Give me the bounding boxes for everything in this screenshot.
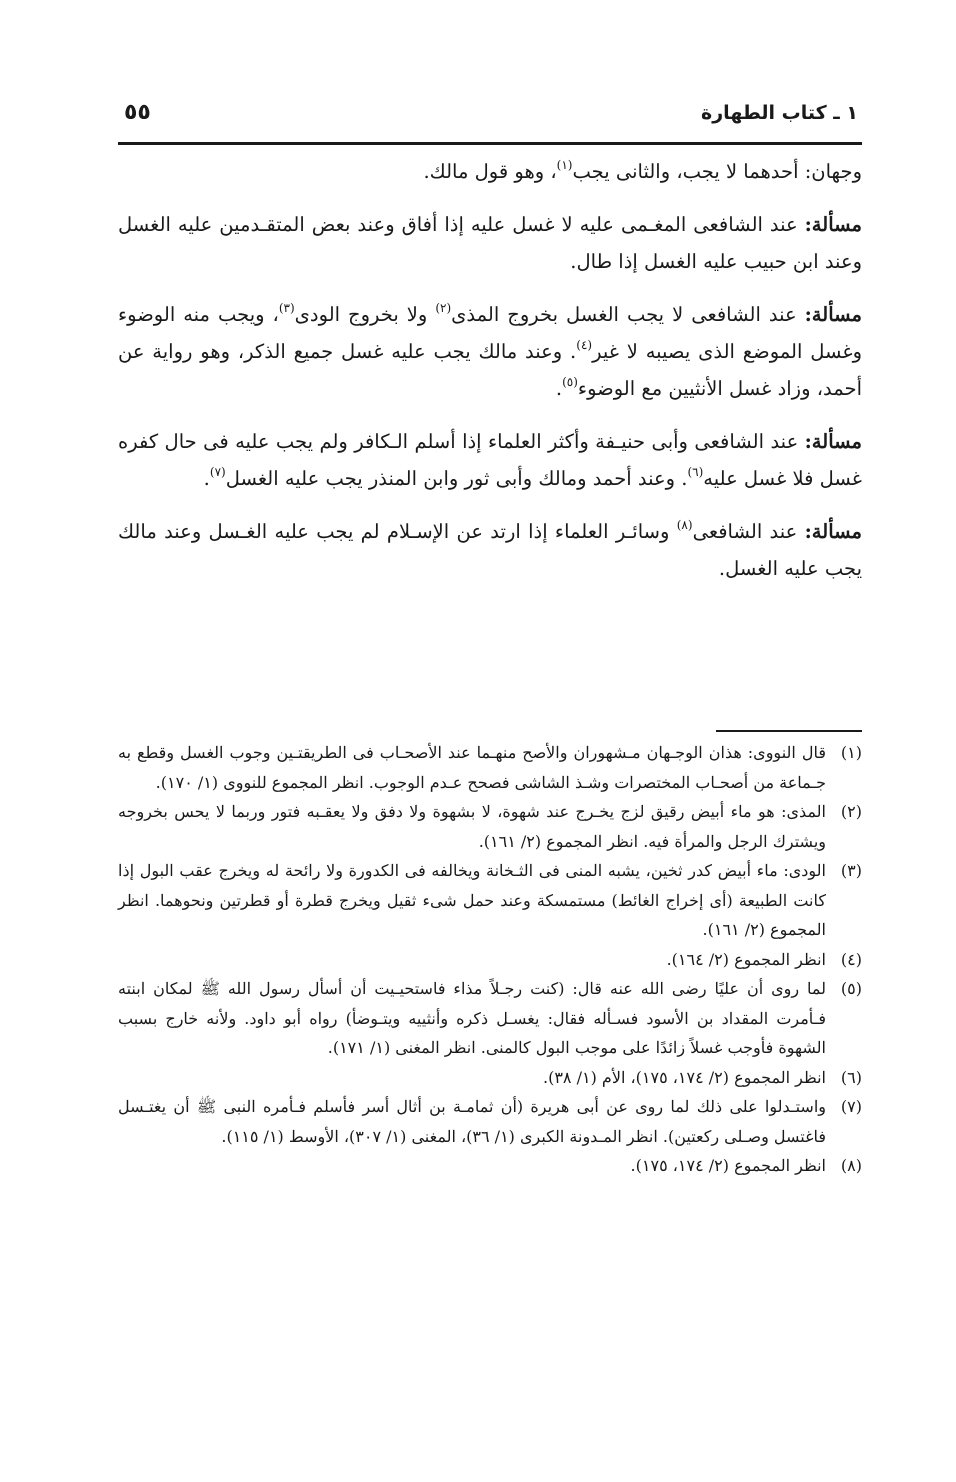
issue-label: مسألة: [804,303,862,326]
footnote-number: (٧) [840,1097,862,1116]
footnote-text: انظر المجموع (٢/ ١٧٤، ١٧٥). [630,1156,826,1175]
footnote-4 [118,945,862,975]
footnote-number: (١) [840,743,862,762]
footnote-ref: (١) [556,158,573,172]
paragraph-text: عند الشافعى لا يجب الغسل بخروج المذى [451,303,805,326]
footnote-ref: (٧) [209,465,226,479]
footnote-text: المذى: هو ماء أبيض رقيق لزج يخـرج عند شهوة، لا بشهوة ولا دفق ولا يعقـبه فتور وربما لا يحس بخروجه ويشترك الرجل والمرأة فيه. انظر المجموع (٢/ ١٦١). [118,802,826,851]
paragraph-text: . [555,377,563,400]
footnote-7 [118,1092,862,1151]
footnote-ref: (٥) [562,375,578,389]
footnotes [118,738,862,1181]
footnote-ref: (٨) [676,518,693,532]
book-page [118,100,863,1175]
footnote-number: (٦) [840,1067,862,1087]
footnote-3 [118,856,862,945]
issue-label: مسألة: [804,430,862,453]
footnote-text: لما روى أن عليًا رضى الله عنه قال: (كنت رجـلاً مذاء فاستحيـيت أن أسأل رسول الله ﷺ لمكان ابنته فـأمرت المقداد بن الأسود فسـأله فقال: يغسـل ذكره وأنثييه ويتـوضأ) رواه أبو داود. ولأنه خارج بسبب الشهوة فأوجب غسلاً زائدًا على موجب البول كالمنى. انظر المغنى (١/ ١٧١). [118,979,826,1057]
issue-label: مسألة: [804,520,862,543]
paragraph-text: . [203,467,210,490]
footnote-2 [118,797,862,856]
paragraph-text: . وعند مالك يجب عليه غسل جميع الذكر، وهو رواية عن أحمد، وزاد غسل الأنثيين مع الوضوء [118,340,862,400]
footnote-text: الودى: ماء أبيض كدر ثخين، يشبه المنى فى الثـخانة ويخالفه فى الكدورة ولا رائحة له ويخرج عقب البول إذا كانت الطبيعة (أى إخراج الغائط) مستمسكة وعند حمل شىء ثقيل ويخرج قطرة أو قطرتين ونحوهما. انظر المجموع (٢/ ١٦١). [118,861,826,939]
footnote-ref: (٦) [687,465,704,479]
footnote-number: (٥) [840,979,862,998]
footnote-5 [118,974,862,1063]
chapter-title: ١ ـ كتاب الطهارة [701,102,858,124]
paragraph-text: ، ويجب منه الوضوء وغسل الموضع الذى يصيبه لا غير [118,303,863,363]
paragraph-5 [118,513,862,587]
footnote-number: (٤) [840,949,862,969]
footnote-number: (٨) [840,1156,862,1175]
footnote-1 [118,738,862,797]
footnote-ref: (٢) [435,301,452,315]
main-text [118,153,862,587]
footnote-number: (٢) [840,802,862,821]
paragraph-text: وسائـر العلماء إذا ارتد عن الإسـلام لم يجب عليه الغـسل وعند مالك يجب عليه الغسل. [118,520,862,580]
paragraph-text: عند الشافعى وأبى حنيـفة وأكثر العلماء إذا أسلم الـكافر ولم يجب عليه فى حال كفره غسل فلا غسل عليه [118,430,862,490]
footnote-divider [716,730,862,732]
footnote-text: واستـدلوا على ذلك لما روى عن أبى هريرة (أن ثمامـة بن أثال أسر فأسلم فـأمره النبى ﷺ أن يغتـسل فاغتسل وصـلى ركعتين). انظر المـدونة الكبرى (١/ ٣٦)، المغنى (١/ ٣٠٧)، الأوسط (١/ ١١٥). [118,1097,827,1146]
footnote-ref: (٤) [576,338,593,352]
paragraph-4 [118,423,862,497]
footnote-text: انظر المجموع (٢/ ١٦٤). [666,949,826,969]
issue-label: مسألة: [804,213,862,236]
paragraph-text: عند الشافعى المغـمى عليه لا غسل عليه إذا أفاق وعند بعض المتقـدمين عليه الغسل وعند ابن حبيب عليه الغسل إذا طال. [118,213,862,273]
paragraph-2 [118,206,862,280]
paragraph-text: ولا بخروج الودى [294,303,436,326]
footnote-text: قال النووى: هذان الوجـهان مـشهوران والأصح منهـما عند الأصحـاب فى الطريقتـين وجوب الغسل وقطع به جـماعة من أصحـاب المختصرات وشـذ الشاشى فصحح عـدم الوجوب. انظر المجموع للنووى (١/ ١٧٠). [118,743,826,792]
paragraph-1 [118,153,862,190]
footnote-8 [118,1151,862,1181]
paragraph-text: ، وهو قول مالك. [423,160,557,183]
paragraph-text: . وعند أحمد ومالك وأبى ثور وابن المنذر يجب عليه الغسل [225,467,688,490]
footnote-6 [118,1063,862,1093]
paragraph-text: وجهان: أحدهما لا يجب، والثانى يجب [572,160,862,183]
running-header [118,100,862,145]
footnote-ref: (٣) [278,301,295,315]
paragraph-3 [118,296,862,407]
page-number: ٥٥ [124,100,151,125]
footnote-number: (٣) [840,861,862,880]
footnote-text: انظر المجموع (٢/ ١٧٤، ١٧٥)، الأم (١/ ٣٨). [542,1067,826,1087]
paragraph-text: عند الشافعى [692,520,805,543]
